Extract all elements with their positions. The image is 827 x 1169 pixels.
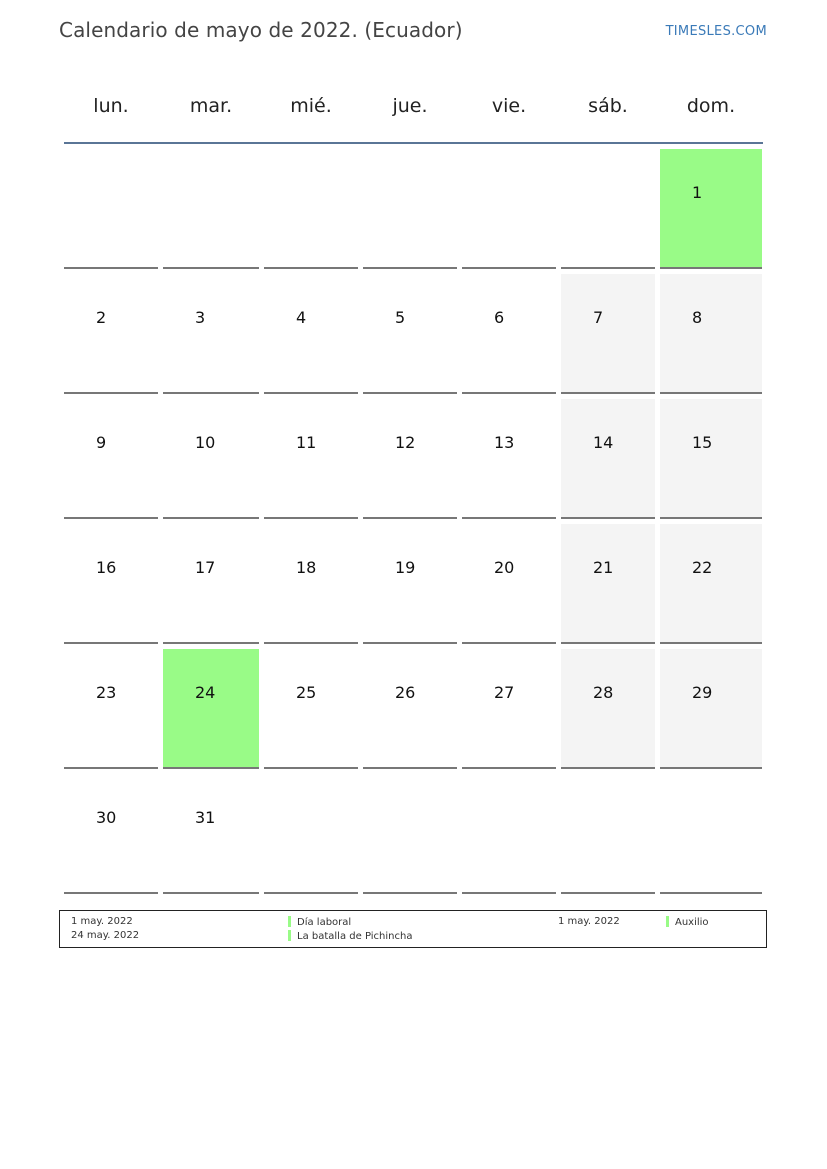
day-cell [163,649,259,769]
weekday-fri: vie. [491,95,527,117]
day-cell [363,649,457,769]
page-title: Calendario de mayo de 2022. (Ecuador) [59,18,463,42]
legend-entry [288,930,412,942]
calendar-week [64,274,763,394]
day-cell [462,274,556,394]
day-number: 26 [395,683,416,702]
legend-holiday-name: Auxilio [675,917,709,928]
day-cell [264,399,358,519]
day-number: 8 [692,308,703,327]
day-number: 23 [96,683,117,702]
day-cell [64,649,158,769]
legend-date: 1 may. 2022 [558,916,620,927]
day-number: 13 [494,433,515,452]
legend-entry [288,916,351,928]
holiday-color-marker [288,916,291,927]
day-number: 6 [494,308,505,327]
day-cell [163,524,259,644]
calendar-week [64,149,763,269]
day-cell [660,274,762,394]
day-number: 10 [195,433,216,452]
day-number: 5 [395,308,406,327]
legend-date: 1 may. 2022 [71,916,133,927]
day-number: 9 [96,433,107,452]
calendar-week [64,774,763,894]
empty-day-cell [561,149,655,269]
calendar-week [64,649,763,769]
day-number: 3 [195,308,206,327]
day-number: 25 [296,683,317,702]
empty-day-cell [561,774,655,894]
holiday-color-marker [666,916,669,927]
day-number: 21 [593,558,614,577]
day-number: 17 [195,558,216,577]
day-cell [660,399,762,519]
calendar-week [64,524,763,644]
weekday-sun: dom. [686,95,736,117]
weekday-thu: jue. [392,95,428,117]
day-cell [660,649,762,769]
day-number: 4 [296,308,307,327]
calendar-grid [64,70,763,894]
day-cell [64,774,158,894]
day-cell [163,274,259,394]
empty-day-cell [264,774,358,894]
brand-link[interactable]: TIMESLES.COM [665,24,767,39]
legend-date: 24 may. 2022 [71,930,140,941]
weekday-sat: sáb. [588,95,628,117]
header-divider [64,142,763,144]
weeks-container [64,149,763,894]
day-cell [561,399,655,519]
day-number: 24 [195,683,216,702]
day-number: 12 [395,433,416,452]
day-cell [363,399,457,519]
day-number: 16 [96,558,117,577]
day-cell [660,524,762,644]
day-cell [561,649,655,769]
day-number: 15 [692,433,713,452]
day-cell [462,524,556,644]
day-number: 1 [692,183,703,202]
holiday-color-marker [288,930,291,941]
day-cell [264,274,358,394]
day-cell [64,274,158,394]
empty-day-cell [462,774,556,894]
day-cell [363,524,457,644]
day-number: 2 [96,308,107,327]
day-cell [64,399,158,519]
day-cell [363,274,457,394]
day-number: 27 [494,683,515,702]
day-number: 31 [195,808,216,827]
day-cell [561,274,655,394]
day-number: 14 [593,433,614,452]
weekday-header [64,70,763,142]
day-number: 11 [296,433,317,452]
legend-entry [666,916,709,928]
day-number: 29 [692,683,713,702]
empty-day-cell [462,149,556,269]
day-number: 22 [692,558,713,577]
empty-day-cell [64,149,158,269]
day-cell [264,649,358,769]
day-cell [561,524,655,644]
empty-day-cell [363,149,457,269]
day-cell [163,399,259,519]
empty-day-cell [660,774,762,894]
day-cell [64,524,158,644]
empty-day-cell [264,149,358,269]
empty-day-cell [363,774,457,894]
day-cell [660,149,762,269]
day-cell [264,524,358,644]
holiday-legend [59,910,767,948]
weekday-wed: mié. [290,95,332,117]
weekday-tue: mar. [189,95,233,117]
calendar-week [64,399,763,519]
legend-holiday-name: Día laboral [297,917,352,928]
day-number: 20 [494,558,515,577]
day-cell [163,774,259,894]
day-number: 18 [296,558,317,577]
day-number: 19 [395,558,416,577]
weekday-mon: lun. [93,95,129,117]
day-cell [462,649,556,769]
day-number: 30 [96,808,117,827]
empty-day-cell [163,149,259,269]
day-number: 28 [593,683,614,702]
day-cell [462,399,556,519]
legend-holiday-name: La batalla de Pichincha [297,931,413,942]
day-number: 7 [593,308,604,327]
